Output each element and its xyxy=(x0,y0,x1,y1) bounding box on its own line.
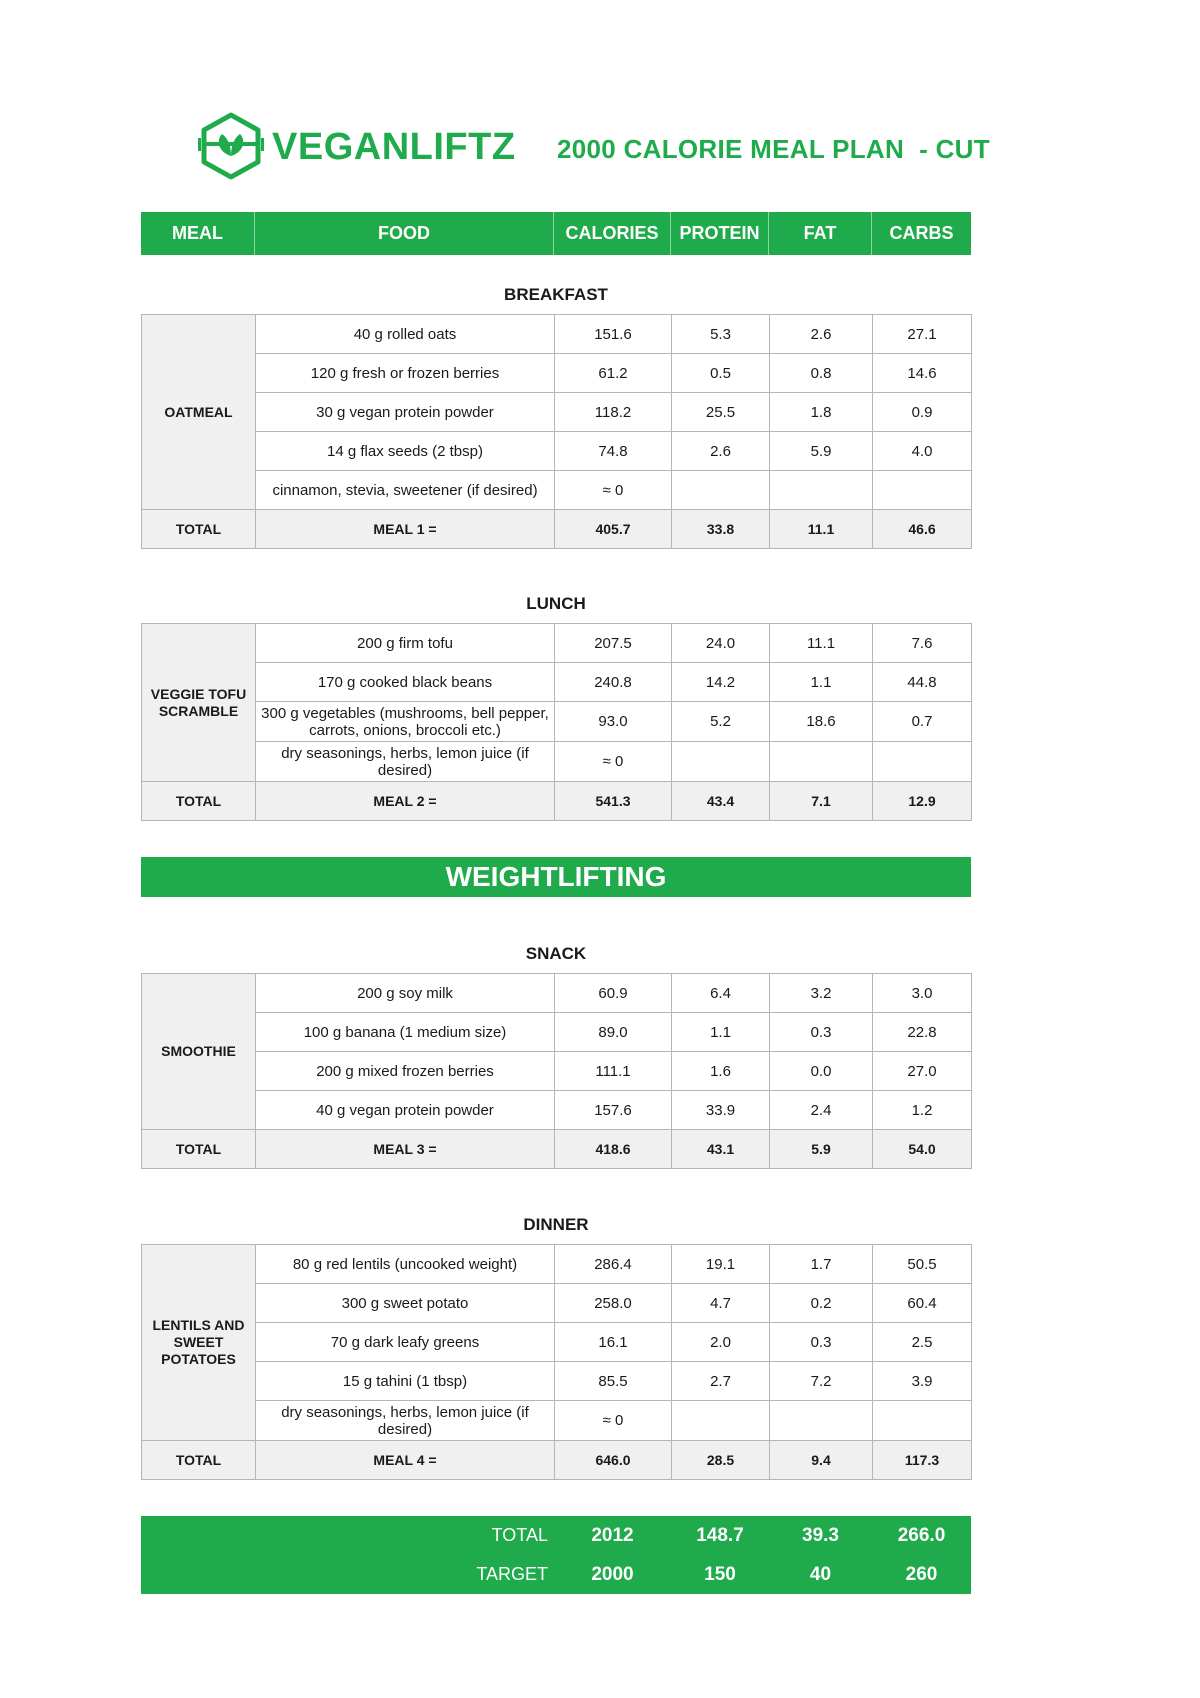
meal-table-dinner xyxy=(141,1244,972,1480)
total-protein: 28.5 xyxy=(672,1441,770,1480)
fat-cell: 2.4 xyxy=(770,1091,873,1130)
fat-cell xyxy=(770,742,873,782)
table-row xyxy=(142,974,972,1013)
fat-cell: 1.1 xyxy=(770,663,873,702)
page-title: 2000 CALORIE MEAL PLAN - CUT xyxy=(557,134,990,164)
protein-cell xyxy=(672,1401,770,1441)
food-cell: dry seasonings, herbs, lemon juice (if desired) xyxy=(256,742,555,782)
section-title-breakfast: BREAKFAST xyxy=(504,285,608,304)
table-row xyxy=(142,1401,972,1441)
brand-name: VEGANLIFTZ xyxy=(272,126,516,168)
protein-cell: 0.5 xyxy=(672,354,770,393)
carbs-cell: 14.6 xyxy=(873,354,972,393)
food-cell: 14 g flax seeds (2 tbsp) xyxy=(256,432,555,471)
column-header-meal: MEAL xyxy=(141,212,255,255)
calories-cell: ≈ 0 xyxy=(555,471,672,510)
food-cell: 200 g firm tofu xyxy=(256,624,555,663)
table-row xyxy=(142,1362,972,1401)
calories-cell: 240.8 xyxy=(555,663,672,702)
meal-table-snack xyxy=(141,973,972,1169)
table-row xyxy=(142,354,972,393)
fat-cell: 7.2 xyxy=(770,1362,873,1401)
column-header-carbs: CARBS xyxy=(889,223,954,243)
table-row xyxy=(142,432,972,471)
table-row xyxy=(142,663,972,702)
food-cell: 40 g vegan protein powder xyxy=(256,1091,555,1130)
carbs-cell: 4.0 xyxy=(873,432,972,471)
table-row xyxy=(142,1323,972,1362)
protein-cell: 25.5 xyxy=(672,393,770,432)
fat-cell: 0.0 xyxy=(770,1052,873,1091)
carbs-cell: 60.4 xyxy=(873,1284,972,1323)
carbs-cell: 44.8 xyxy=(873,663,972,702)
carbs-cell: 0.9 xyxy=(873,393,972,432)
table-row xyxy=(142,1284,972,1323)
food-cell: 300 g sweet potato xyxy=(256,1284,555,1323)
table-row xyxy=(142,1091,972,1130)
carbs-cell: 27.1 xyxy=(873,315,972,354)
calories-cell: 151.6 xyxy=(555,315,672,354)
summary-total-fat: 39.3 xyxy=(802,1524,839,1546)
table-row xyxy=(142,1052,972,1091)
fat-cell: 0.2 xyxy=(770,1284,873,1323)
carbs-cell: 2.5 xyxy=(873,1323,972,1362)
summary-total-row xyxy=(141,1516,971,1555)
section-title-dinner: DINNER xyxy=(523,1215,589,1234)
total-row xyxy=(142,1441,972,1480)
total-label: TOTAL xyxy=(142,1441,256,1480)
carbs-cell: 3.0 xyxy=(873,974,972,1013)
calories-cell: 118.2 xyxy=(555,393,672,432)
summary-target-carbs: 260 xyxy=(905,1563,938,1585)
meal-total-label: MEAL 4 = xyxy=(256,1441,555,1480)
carbs-cell: 27.0 xyxy=(873,1052,972,1091)
fat-cell: 5.9 xyxy=(770,432,873,471)
total-calories: 646.0 xyxy=(555,1441,672,1480)
total-row xyxy=(142,782,972,821)
total-fat: 9.4 xyxy=(770,1441,873,1480)
total-calories: 418.6 xyxy=(555,1130,672,1169)
meal-name: LENTILS AND SWEET POTATOES xyxy=(142,1245,256,1441)
food-cell: 70 g dark leafy greens xyxy=(256,1323,555,1362)
total-fat: 11.1 xyxy=(770,510,873,549)
calories-cell: 85.5 xyxy=(555,1362,672,1401)
total-carbs: 46.6 xyxy=(873,510,972,549)
column-header-fat: FAT xyxy=(769,212,872,255)
protein-cell: 14.2 xyxy=(672,663,770,702)
weightlifting-banner: WEIGHTLIFTING xyxy=(141,857,971,897)
protein-cell: 4.7 xyxy=(672,1284,770,1323)
total-calories: 541.3 xyxy=(555,782,672,821)
meal-total-label: MEAL 3 = xyxy=(256,1130,555,1169)
fat-cell xyxy=(770,471,873,510)
table-row xyxy=(142,702,972,742)
summary-target-calories: 2000 xyxy=(591,1563,634,1585)
total-protein: 43.4 xyxy=(672,782,770,821)
total-fat: 5.9 xyxy=(770,1130,873,1169)
table-row xyxy=(142,742,972,782)
column-header-protein: PROTEIN xyxy=(671,212,769,255)
total-carbs: 12.9 xyxy=(873,782,972,821)
column-header-bar xyxy=(141,212,971,255)
table-row xyxy=(142,1245,972,1284)
calories-cell: 286.4 xyxy=(555,1245,672,1284)
calories-cell: 61.2 xyxy=(555,354,672,393)
calories-cell: 60.9 xyxy=(555,974,672,1013)
meal-name: OATMEAL xyxy=(142,315,256,510)
section-title-lunch: LUNCH xyxy=(526,594,586,613)
carbs-cell: 7.6 xyxy=(873,624,972,663)
protein-cell xyxy=(672,742,770,782)
summary-total-label: TOTAL xyxy=(491,1525,548,1545)
total-carbs: 54.0 xyxy=(873,1130,972,1169)
meal-total-label: MEAL 1 = xyxy=(256,510,555,549)
food-cell: 80 g red lentils (uncooked weight) xyxy=(256,1245,555,1284)
total-row xyxy=(142,1130,972,1169)
carbs-cell: 0.7 xyxy=(873,702,972,742)
calories-cell: 93.0 xyxy=(555,702,672,742)
carbs-cell: 1.2 xyxy=(873,1091,972,1130)
food-cell: 40 g rolled oats xyxy=(256,315,555,354)
calories-cell: 258.0 xyxy=(555,1284,672,1323)
total-protein: 33.8 xyxy=(672,510,770,549)
meal-table-breakfast xyxy=(141,314,972,549)
total-calories: 405.7 xyxy=(555,510,672,549)
food-cell: dry seasonings, herbs, lemon juice (if desired) xyxy=(256,1401,555,1441)
protein-cell: 19.1 xyxy=(672,1245,770,1284)
carbs-cell: 3.9 xyxy=(873,1362,972,1401)
summary-total-protein: 148.7 xyxy=(696,1524,744,1546)
protein-cell: 1.6 xyxy=(672,1052,770,1091)
food-cell: 200 g soy milk xyxy=(256,974,555,1013)
total-label: TOTAL xyxy=(142,1130,256,1169)
calories-cell: ≈ 0 xyxy=(555,1401,672,1441)
column-header-calories: CALORIES xyxy=(554,212,671,255)
meal-name: VEGGIE TOFU SCRAMBLE xyxy=(142,624,256,782)
carbs-cell: 50.5 xyxy=(873,1245,972,1284)
table-row xyxy=(142,1013,972,1052)
calories-cell: 74.8 xyxy=(555,432,672,471)
fat-cell: 11.1 xyxy=(770,624,873,663)
summary-total-carbs: 266.0 xyxy=(897,1524,946,1546)
total-label: TOTAL xyxy=(142,510,256,549)
total-row xyxy=(142,510,972,549)
protein-cell: 2.0 xyxy=(672,1323,770,1362)
protein-cell: 2.6 xyxy=(672,432,770,471)
table-row xyxy=(142,624,972,663)
food-cell: cinnamon, stevia, sweetener (if desired) xyxy=(256,471,555,510)
fat-cell: 0.3 xyxy=(770,1013,873,1052)
food-cell: 100 g banana (1 medium size) xyxy=(256,1013,555,1052)
calories-cell: 89.0 xyxy=(555,1013,672,1052)
fat-cell: 18.6 xyxy=(770,702,873,742)
total-label: TOTAL xyxy=(142,782,256,821)
protein-cell: 2.7 xyxy=(672,1362,770,1401)
carbs-cell xyxy=(873,1401,972,1441)
carbs-cell xyxy=(873,742,972,782)
food-cell: 15 g tahini (1 tbsp) xyxy=(256,1362,555,1401)
total-carbs: 117.3 xyxy=(873,1441,972,1480)
table-row xyxy=(142,471,972,510)
food-cell: 30 g vegan protein powder xyxy=(256,393,555,432)
total-protein: 43.1 xyxy=(672,1130,770,1169)
fat-cell: 0.3 xyxy=(770,1323,873,1362)
protein-cell: 1.1 xyxy=(672,1013,770,1052)
protein-cell: 5.3 xyxy=(672,315,770,354)
carbs-cell xyxy=(873,471,972,510)
meal-name: SMOOTHIE xyxy=(142,974,256,1130)
fat-cell: 2.6 xyxy=(770,315,873,354)
fat-cell: 3.2 xyxy=(770,974,873,1013)
fat-cell xyxy=(770,1401,873,1441)
food-cell: 170 g cooked black beans xyxy=(256,663,555,702)
food-cell: 300 g vegetables (mushrooms, bell pepper, carrots, onions, broccoli etc.) xyxy=(256,702,555,742)
protein-cell: 24.0 xyxy=(672,624,770,663)
table-row xyxy=(142,393,972,432)
food-cell: 200 g mixed frozen berries xyxy=(256,1052,555,1091)
table-row xyxy=(142,315,972,354)
fat-cell: 1.8 xyxy=(770,393,873,432)
meal-table-lunch xyxy=(141,623,972,821)
protein-cell xyxy=(672,471,770,510)
summary-total-calories: 2012 xyxy=(591,1524,634,1546)
fat-cell: 1.7 xyxy=(770,1245,873,1284)
summary-target-row xyxy=(141,1555,971,1594)
total-fat: 7.1 xyxy=(770,782,873,821)
calories-cell: ≈ 0 xyxy=(555,742,672,782)
daily-summary xyxy=(141,1516,971,1594)
calories-cell: 157.6 xyxy=(555,1091,672,1130)
column-header-food: FOOD xyxy=(255,212,554,255)
summary-target-fat: 40 xyxy=(809,1563,832,1585)
calories-cell: 111.1 xyxy=(555,1052,672,1091)
protein-cell: 5.2 xyxy=(672,702,770,742)
protein-cell: 33.9 xyxy=(672,1091,770,1130)
food-cell: 120 g fresh or frozen berries xyxy=(256,354,555,393)
section-title-snack: SNACK xyxy=(525,944,587,963)
page-header xyxy=(0,112,1200,182)
meal-total-label: MEAL 2 = xyxy=(256,782,555,821)
fat-cell: 0.8 xyxy=(770,354,873,393)
calories-cell: 207.5 xyxy=(555,624,672,663)
protein-cell: 6.4 xyxy=(672,974,770,1013)
summary-target-label: TARGET xyxy=(476,1564,548,1584)
carbs-cell: 22.8 xyxy=(873,1013,972,1052)
calories-cell: 16.1 xyxy=(555,1323,672,1362)
summary-target-protein: 150 xyxy=(704,1563,736,1585)
dumbbell-leaf-hexagon-icon xyxy=(198,112,264,180)
